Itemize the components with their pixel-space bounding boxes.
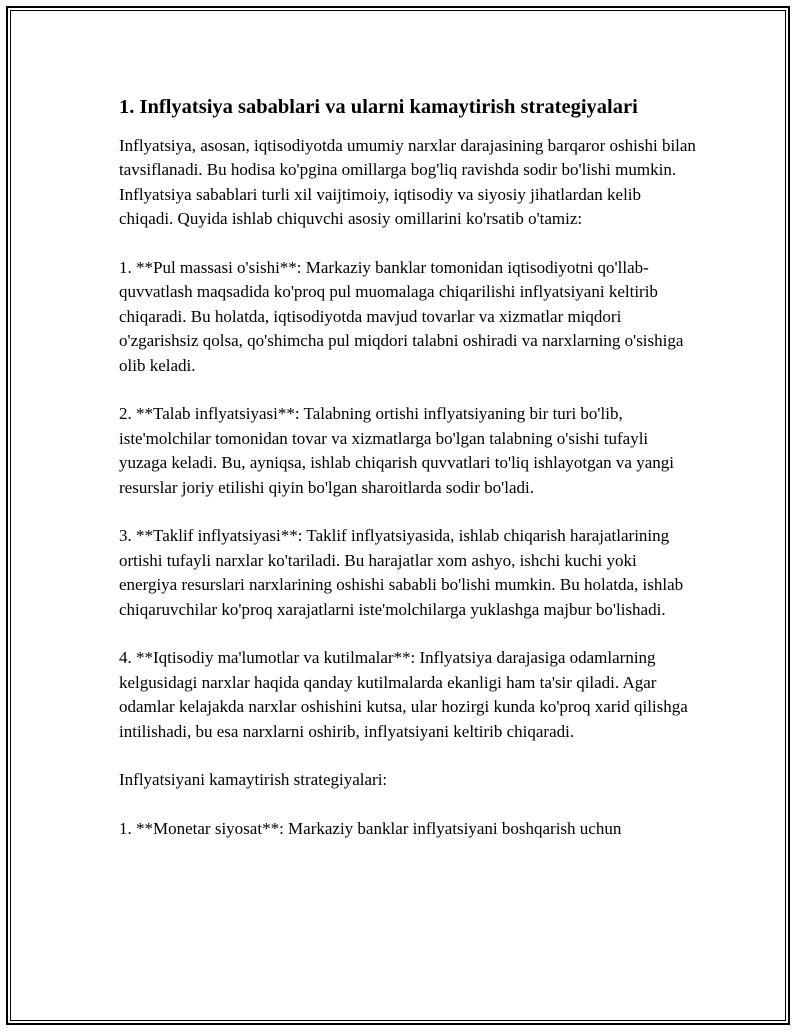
paragraph-expectations: 4. **Iqtisodiy ma'lumotlar va kutilmalar**: Inflyatsiya darajasiga odamlarning kelgusidagi narxlar haqida qanday kutilmalarda ekanligi ham ta'sir qiladi. Agar odamlar kelajakda narxlar oshishini kutsa, ular hozirgi kunda ko'proq xarid qilishga intilishadi, bu esa narxlarni oshirib, inflyatsiyani keltirib chiqaradi. [119, 648, 688, 741]
document-title: 1. Inflyatsiya sabablari va ularni kamaytirish strategiyalari [119, 96, 638, 118]
paragraph-monetary-policy: 1. **Monetar siyosat**: Markaziy banklar inflyatsiyani boshqarish uchun [119, 819, 622, 839]
paragraph-supply-inflation: 3. **Taklif inflyatsiyasi**: Taklif inflyatsiyasida, ishlab chiqarish harajatlarining ortishi tufayli narxlar ko'tariladi. Bu harajatlar xom ashyo, ishchi kuchi yoki energiya resurslari narxlarining oshishi sababli bo'lishi mumkin. Bu holatda, ishlab chiqaruvchilar ko'proq xarajatlarni iste'molchilarga yuklashga majbur bo'lishadi. [119, 526, 684, 619]
intro-paragraph: Inflyatsiya, asosan, iqtisodiyotda umumiy narxlar darajasining barqaror oshishi bilan tavsiflanadi. Bu hodisa ko'pgina omillarga bog'liq ravishda sodir bo'lishi mumkin. Inflyatsiya sabablari turli xil vaijtimoiy, iqtisodiy va siyosiy jihatlardan kelib chiqadi. Quyida ishlab chiquvchi asosiy omillarini ko'rsatib o'tamiz: [119, 136, 696, 229]
document-body [119, 94, 699, 866]
page-border [6, 6, 790, 1025]
paragraph-demand-inflation: 2. **Talab inflyatsiyasi**: Talabning ortishi inflyatsiyaning bir turi bo'lib, iste'molchilar tomonidan tovar va xizmatlarga bo'lgan talabning o'sishi tufayli yuzaga keladi. Bu, ayniqsa, ishlab chiqarish quvvatlari to'liq ishlayotgan va yangi resurslar joriy etilishi qiyin bo'lgan sharoitlarda sodir bo'ladi. [119, 404, 674, 497]
strategies-heading: Inflyatsiyani kamaytirish strategiyalari: [119, 770, 388, 790]
paragraph-money-supply: 1. **Pul massasi o'sishi**: Markaziy banklar tomonidan iqtisodiyotni qo'llab-quvvatlash maqsadida ko'proq pul muomalaga chiqarilishi inflyatsiyani keltirib chiqaradi. Bu holatda, iqtisodiyotda mavjud tovarlar va xizmatlar miqdori o'zgarishsiz qolsa, qo'shimcha pul miqdori talabni oshiradi va narxlarning o'sishiga olib keladi. [119, 258, 684, 375]
